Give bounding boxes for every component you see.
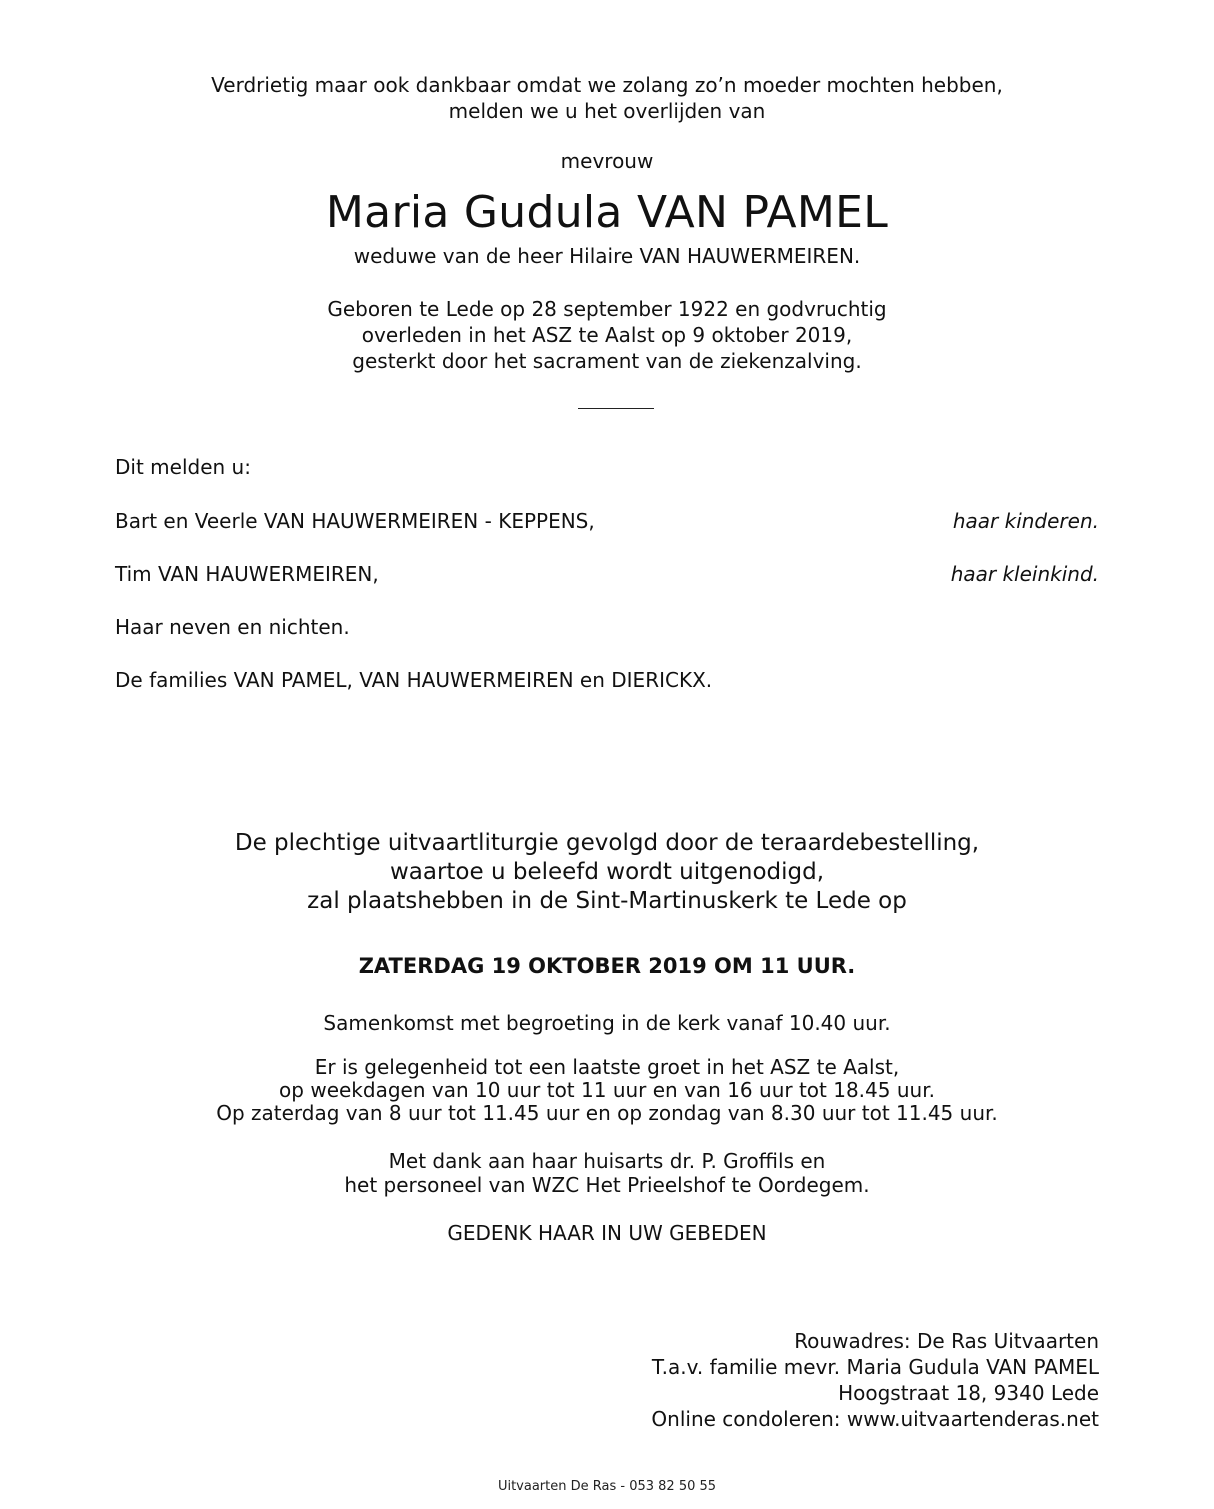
intro-text: [0, 72, 1214, 124]
widow-line: weduwe van de heer Hilaire VAN HAUWERMEIREN.: [353, 244, 861, 268]
birth-death-details: [0, 296, 1214, 374]
salutation: mevrouw: [560, 149, 654, 173]
address-line-4: Online condoleren: www.uitvaartenderas.net: [651, 1407, 1099, 1431]
visitation-text: [0, 1056, 1214, 1125]
address-line-3: Hoogstraat 18, 9340 Lede: [838, 1381, 1099, 1405]
service-text: [0, 829, 1214, 916]
visitation-line-1: Er is gelegenheid tot een laatste groet in het ASZ te Aalst,: [314, 1055, 900, 1079]
intro-line-1: Verdrietig maar ook dankbaar omdat we zolang zo’n moeder mochten hebben,: [211, 73, 1003, 97]
announcer-relation: haar kleinkind.: [950, 562, 1099, 586]
visitation-line-2: op weekdagen van 10 uur tot 11 uur en van 16 uur tot 18.45 uur.: [279, 1078, 935, 1102]
thanks-line-1: Met dank aan haar huisarts dr. P. Groffils en: [388, 1149, 826, 1173]
service-date: ZATERDAG 19 OKTOBER 2019 OM 11 UUR.: [358, 954, 856, 978]
remember-line: GEDENK HAAR IN UW GEBEDEN: [447, 1221, 767, 1245]
birth-line-2: overleden in het ASZ te Aalst op 9 oktober 2019,: [361, 323, 853, 347]
birth-line-1: Geboren te Lede op 28 september 1922 en godvruchtig: [327, 297, 887, 321]
mourning-address: [651, 1328, 1099, 1432]
gathering-line: Samenkomst met begroeting in de kerk vanaf 10.40 uur.: [323, 1011, 891, 1035]
service-line-3: zal plaatshebben in de Sint-Martinuskerk te Lede op: [307, 888, 907, 914]
section-divider: [578, 408, 654, 409]
nephews-line: Haar neven en nichten.: [115, 615, 350, 639]
families-line: De families VAN PAMEL, VAN HAUWERMEIREN en DIERICKX.: [115, 668, 713, 692]
address-line-1: Rouwadres: De Ras Uitvaarten: [794, 1329, 1099, 1353]
address-line-2: T.a.v. familie mevr. Maria Gudula VAN PAMEL: [651, 1355, 1099, 1379]
service-line-1: De plechtige uitvaartliturgie gevolgd door de teraardebestelling,: [234, 830, 980, 856]
thanks-line-2: het personeel van WZC Het Prieelshof te Oordegem.: [344, 1173, 870, 1197]
footer-contact: Uitvaarten De Ras - 053 82 50 55: [497, 1479, 717, 1494]
announcer-relation: haar kinderen.: [952, 509, 1099, 533]
service-line-2: waartoe u beleefd wordt uitgenodigd,: [389, 859, 825, 885]
thanks-text: [0, 1149, 1214, 1197]
visitation-line-3: Op zaterdag van 8 uur tot 11.45 uur en op zondag van 8.30 uur tot 11.45 uur.: [216, 1101, 998, 1125]
announcer-name: Bart en Veerle VAN HAUWERMEIREN - KEPPENS,: [115, 509, 595, 533]
announcer-name: Tim VAN HAUWERMEIREN,: [115, 562, 379, 586]
intro-line-2: melden we u het overlijden van: [448, 99, 766, 123]
deceased-name: Maria Gudula VAN PAMEL: [325, 187, 889, 238]
birth-line-3: gesterkt door het sacrament van de ziekenzalving.: [352, 349, 862, 373]
announcers-heading: Dit melden u:: [115, 455, 251, 479]
